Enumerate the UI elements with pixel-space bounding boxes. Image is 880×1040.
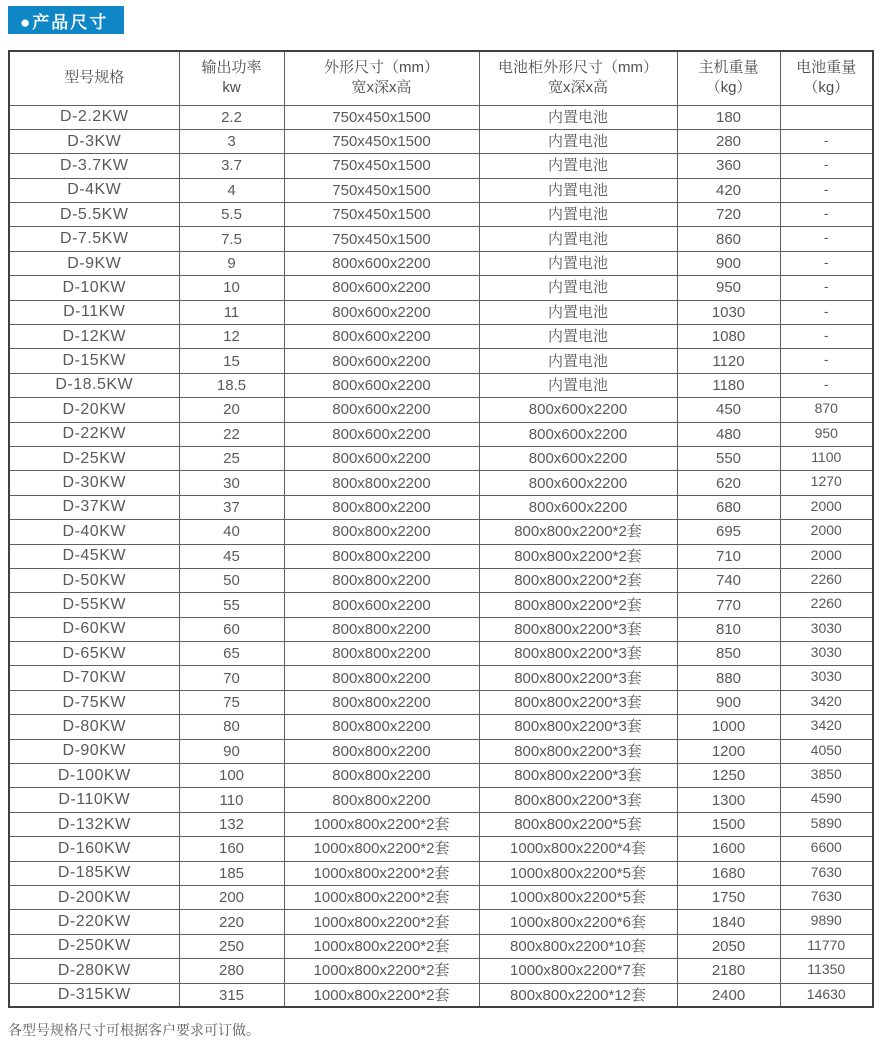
table-row [9, 520, 873, 544]
battery-weight-cell: 2260 [780, 568, 873, 592]
header-model [9, 51, 179, 105]
output-power-cell: 80 [179, 715, 284, 739]
battery-cabinet-dimensions-cell: 800x800x2200*5套 [479, 812, 677, 836]
output-power-cell: 40 [179, 520, 284, 544]
battery-cabinet-dimensions-cell: 800x800x2200*3套 [479, 642, 677, 666]
unit-dimensions-cell: 800x600x2200 [284, 300, 479, 324]
model-cell: D-200KW [9, 886, 179, 910]
battery-cabinet-dimensions-cell: 800x600x2200 [479, 446, 677, 470]
model-cell: D-4KW [9, 178, 179, 202]
battery-cabinet-dimensions-cell: 800x800x2200*3套 [479, 690, 677, 714]
battery-cabinet-dimensions-cell: 800x600x2200 [479, 398, 677, 422]
output-power-cell: 4 [179, 178, 284, 202]
model-cell: D-315KW [9, 983, 179, 1007]
unit-weight-cell: 1300 [677, 788, 780, 812]
header-output-power-unit: kw [222, 79, 241, 97]
model-cell: D-70KW [9, 666, 179, 690]
unit-weight-cell: 880 [677, 666, 780, 690]
output-power-cell: 75 [179, 690, 284, 714]
unit-weight-cell: 1180 [677, 373, 780, 397]
battery-weight-cell: 6600 [780, 837, 873, 861]
table-row [9, 788, 873, 812]
battery-weight-cell: - [780, 276, 873, 300]
unit-dimensions-cell: 800x600x2200 [284, 373, 479, 397]
unit-weight-cell: 620 [677, 471, 780, 495]
model-cell: D-12KW [9, 325, 179, 349]
header-battery-cabinet-sub: 宽x深x高 [547, 79, 608, 97]
unit-weight-cell: 720 [677, 203, 780, 227]
battery-cabinet-dimensions-cell: 800x800x2200*2套 [479, 520, 677, 544]
table-row [9, 495, 873, 519]
battery-cabinet-dimensions-cell: 800x800x2200*10套 [479, 934, 677, 958]
model-cell: D-220KW [9, 910, 179, 934]
table-row [9, 861, 873, 885]
table-row [9, 642, 873, 666]
battery-weight-cell: 2000 [780, 495, 873, 519]
output-power-cell: 12 [179, 325, 284, 349]
unit-weight-cell: 900 [677, 690, 780, 714]
unit-weight-cell: 1680 [677, 861, 780, 885]
unit-weight-cell: 1750 [677, 886, 780, 910]
battery-cabinet-dimensions-cell: 800x800x2200*3套 [479, 788, 677, 812]
table-row [9, 422, 873, 446]
table-row [9, 227, 873, 251]
unit-dimensions-cell: 1000x800x2200*2套 [284, 983, 479, 1007]
unit-weight-cell: 420 [677, 178, 780, 202]
battery-cabinet-dimensions-cell: 内置电池 [479, 203, 677, 227]
output-power-cell: 65 [179, 642, 284, 666]
unit-weight-cell: 1000 [677, 715, 780, 739]
model-cell: D-90KW [9, 739, 179, 763]
unit-dimensions-cell: 800x800x2200 [284, 544, 479, 568]
unit-dimensions-cell: 750x450x1500 [284, 203, 479, 227]
output-power-cell: 70 [179, 666, 284, 690]
header-battery-weight-label: 电池重量 [796, 59, 857, 76]
table-row [9, 154, 873, 178]
battery-weight-cell: 4050 [780, 739, 873, 763]
battery-cabinet-dimensions-cell: 800x800x2200*2套 [479, 593, 677, 617]
output-power-cell: 25 [179, 446, 284, 470]
output-power-cell: 7.5 [179, 227, 284, 251]
unit-dimensions-cell: 800x600x2200 [284, 422, 479, 446]
battery-cabinet-dimensions-cell: 内置电池 [479, 276, 677, 300]
model-cell: D-55KW [9, 593, 179, 617]
unit-dimensions-cell: 1000x800x2200*2套 [284, 959, 479, 983]
battery-weight-cell: 9890 [780, 910, 873, 934]
unit-dimensions-cell: 800x800x2200 [284, 520, 479, 544]
battery-weight-cell: 4590 [780, 788, 873, 812]
battery-weight-cell: 950 [780, 422, 873, 446]
output-power-cell: 250 [179, 934, 284, 958]
header-unit-weight-label: 主机重量 [698, 59, 759, 76]
output-power-cell: 20 [179, 398, 284, 422]
output-power-cell: 37 [179, 495, 284, 519]
table-row [9, 568, 873, 592]
unit-weight-cell: 1030 [677, 300, 780, 324]
unit-weight-cell: 1600 [677, 837, 780, 861]
header-row [9, 51, 873, 105]
table-row [9, 349, 873, 373]
output-power-cell: 18.5 [179, 373, 284, 397]
table-row [9, 812, 873, 836]
battery-weight-cell: 3850 [780, 764, 873, 788]
battery-cabinet-dimensions-cell: 800x800x2200*3套 [479, 739, 677, 763]
model-cell: D-18.5KW [9, 373, 179, 397]
battery-weight-cell: 7630 [780, 886, 873, 910]
output-power-cell: 15 [179, 349, 284, 373]
battery-weight-cell: - [780, 349, 873, 373]
unit-dimensions-cell: 800x600x2200 [284, 325, 479, 349]
table-row [9, 105, 873, 129]
model-cell: D-9KW [9, 251, 179, 275]
unit-dimensions-cell: 1000x800x2200*2套 [284, 910, 479, 934]
output-power-cell: 50 [179, 568, 284, 592]
unit-dimensions-cell: 800x800x2200 [284, 764, 479, 788]
unit-weight-cell: 695 [677, 520, 780, 544]
battery-cabinet-dimensions-cell: 800x600x2200 [479, 422, 677, 446]
header-output-power-label: 输出功率 [201, 59, 262, 76]
table-row [9, 617, 873, 641]
battery-weight-cell: - [780, 203, 873, 227]
table-row [9, 959, 873, 983]
unit-weight-cell: 1200 [677, 739, 780, 763]
unit-dimensions-cell: 800x600x2200 [284, 251, 479, 275]
unit-dimensions-cell: 800x800x2200 [284, 739, 479, 763]
model-cell: D-65KW [9, 642, 179, 666]
unit-weight-cell: 550 [677, 446, 780, 470]
unit-dimensions-cell: 800x600x2200 [284, 398, 479, 422]
unit-dimensions-cell: 750x450x1500 [284, 154, 479, 178]
battery-weight-cell: 870 [780, 398, 873, 422]
model-cell: D-110KW [9, 788, 179, 812]
output-power-cell: 22 [179, 422, 284, 446]
battery-weight-cell: 5890 [780, 812, 873, 836]
output-power-cell: 100 [179, 764, 284, 788]
model-cell: D-75KW [9, 690, 179, 714]
unit-dimensions-cell: 800x800x2200 [284, 690, 479, 714]
unit-weight-cell: 1120 [677, 349, 780, 373]
battery-weight-cell: 2000 [780, 544, 873, 568]
model-cell: D-22KW [9, 422, 179, 446]
table-row [9, 934, 873, 958]
table-row [9, 837, 873, 861]
unit-dimensions-cell: 800x600x2200 [284, 276, 479, 300]
model-cell: D-11KW [9, 300, 179, 324]
header-unit-dimensions-label: 外形尺寸（mm） [324, 59, 439, 76]
unit-dimensions-cell: 1000x800x2200*2套 [284, 837, 479, 861]
battery-weight-cell: 3030 [780, 666, 873, 690]
battery-weight-cell: - [780, 251, 873, 275]
table-row [9, 178, 873, 202]
unit-weight-cell: 450 [677, 398, 780, 422]
unit-weight-cell: 1840 [677, 910, 780, 934]
battery-weight-cell: 3420 [780, 690, 873, 714]
output-power-cell: 30 [179, 471, 284, 495]
output-power-cell: 3 [179, 129, 284, 153]
unit-weight-cell: 1250 [677, 764, 780, 788]
output-power-cell: 90 [179, 739, 284, 763]
header-model-label: 型号规格 [64, 69, 125, 87]
battery-weight-cell: 7630 [780, 861, 873, 885]
header-unit-dimensions-sub: 宽x深x高 [351, 79, 412, 97]
battery-cabinet-dimensions-cell: 800x800x2200*3套 [479, 617, 677, 641]
battery-weight-cell: - [780, 154, 873, 178]
table-row [9, 325, 873, 349]
unit-dimensions-cell: 800x800x2200 [284, 642, 479, 666]
battery-weight-cell: 11770 [780, 934, 873, 958]
unit-dimensions-cell: 800x800x2200 [284, 471, 479, 495]
battery-cabinet-dimensions-cell: 1000x800x2200*5套 [479, 886, 677, 910]
unit-dimensions-cell: 1000x800x2200*2套 [284, 886, 479, 910]
output-power-cell: 220 [179, 910, 284, 934]
unit-weight-cell: 710 [677, 544, 780, 568]
battery-weight-cell: - [780, 129, 873, 153]
battery-cabinet-dimensions-cell: 内置电池 [479, 154, 677, 178]
footnote: 各型号规格尺寸可根据客户要求可订做。 [8, 1022, 260, 1038]
battery-weight-cell: 2000 [780, 520, 873, 544]
output-power-cell: 11 [179, 300, 284, 324]
battery-weight-cell: - [780, 373, 873, 397]
battery-cabinet-dimensions-cell: 内置电池 [479, 300, 677, 324]
output-power-cell: 185 [179, 861, 284, 885]
model-cell: D-5.5KW [9, 203, 179, 227]
unit-weight-cell: 680 [677, 495, 780, 519]
unit-dimensions-cell: 800x800x2200 [284, 788, 479, 812]
model-cell: D-40KW [9, 520, 179, 544]
battery-weight-cell: - [780, 227, 873, 251]
model-cell: D-60KW [9, 617, 179, 641]
unit-dimensions-cell: 750x450x1500 [284, 227, 479, 251]
header-unit-dimensions [284, 51, 479, 105]
unit-weight-cell: 950 [677, 276, 780, 300]
unit-weight-cell: 1080 [677, 325, 780, 349]
battery-weight-cell [780, 105, 873, 129]
battery-weight-cell: 1270 [780, 471, 873, 495]
table-row [9, 373, 873, 397]
unit-weight-cell: 900 [677, 251, 780, 275]
output-power-cell: 60 [179, 617, 284, 641]
battery-weight-cell: - [780, 325, 873, 349]
model-cell: D-80KW [9, 715, 179, 739]
table-row [9, 251, 873, 275]
output-power-cell: 110 [179, 788, 284, 812]
battery-weight-cell: 14630 [780, 983, 873, 1007]
battery-cabinet-dimensions-cell: 1000x800x2200*7套 [479, 959, 677, 983]
output-power-cell: 315 [179, 983, 284, 1007]
output-power-cell: 280 [179, 959, 284, 983]
table-row [9, 886, 873, 910]
battery-cabinet-dimensions-cell: 内置电池 [479, 325, 677, 349]
table-row [9, 715, 873, 739]
battery-weight-cell: 11350 [780, 959, 873, 983]
output-power-cell: 5.5 [179, 203, 284, 227]
battery-weight-cell: - [780, 300, 873, 324]
model-cell: D-3KW [9, 129, 179, 153]
table-row [9, 764, 873, 788]
battery-cabinet-dimensions-cell: 内置电池 [479, 373, 677, 397]
model-cell: D-132KW [9, 812, 179, 836]
battery-cabinet-dimensions-cell: 800x600x2200 [479, 495, 677, 519]
model-cell: D-10KW [9, 276, 179, 300]
table-row [9, 300, 873, 324]
header-output-power [179, 51, 284, 105]
unit-dimensions-cell: 800x600x2200 [284, 349, 479, 373]
output-power-cell: 2.2 [179, 105, 284, 129]
unit-weight-cell: 180 [677, 105, 780, 129]
model-cell: D-2.2KW [9, 105, 179, 129]
model-cell: D-37KW [9, 495, 179, 519]
model-cell: D-280KW [9, 959, 179, 983]
unit-dimensions-cell: 800x800x2200 [284, 666, 479, 690]
unit-weight-cell: 480 [677, 422, 780, 446]
unit-dimensions-cell: 800x600x2200 [284, 593, 479, 617]
battery-cabinet-dimensions-cell: 内置电池 [479, 105, 677, 129]
battery-cabinet-dimensions-cell: 内置电池 [479, 251, 677, 275]
table-row [9, 983, 873, 1007]
battery-cabinet-dimensions-cell: 1000x800x2200*6套 [479, 910, 677, 934]
unit-weight-cell: 740 [677, 568, 780, 592]
battery-weight-cell: 2260 [780, 593, 873, 617]
battery-weight-cell: 3420 [780, 715, 873, 739]
model-cell: D-250KW [9, 934, 179, 958]
unit-dimensions-cell: 800x800x2200 [284, 715, 479, 739]
battery-cabinet-dimensions-cell: 内置电池 [479, 349, 677, 373]
battery-weight-cell: 1100 [780, 446, 873, 470]
battery-weight-cell: 3030 [780, 617, 873, 641]
unit-weight-cell: 2400 [677, 983, 780, 1007]
table-row [9, 276, 873, 300]
header-battery-weight-unit: （kg） [803, 79, 850, 97]
output-power-cell: 55 [179, 593, 284, 617]
output-power-cell: 3.7 [179, 154, 284, 178]
model-cell: D-185KW [9, 861, 179, 885]
header-unit-weight [677, 51, 780, 105]
table-row [9, 910, 873, 934]
table-row [9, 203, 873, 227]
model-cell: D-15KW [9, 349, 179, 373]
model-cell: D-50KW [9, 568, 179, 592]
unit-dimensions-cell: 1000x800x2200*2套 [284, 861, 479, 885]
battery-cabinet-dimensions-cell: 800x800x2200*12套 [479, 983, 677, 1007]
battery-cabinet-dimensions-cell: 1000x800x2200*4套 [479, 837, 677, 861]
table-row [9, 398, 873, 422]
table-row [9, 666, 873, 690]
output-power-cell: 10 [179, 276, 284, 300]
model-cell: D-100KW [9, 764, 179, 788]
battery-cabinet-dimensions-cell: 1000x800x2200*5套 [479, 861, 677, 885]
table-row [9, 739, 873, 763]
section-title: ●产品尺寸 [20, 12, 109, 32]
battery-cabinet-dimensions-cell: 800x800x2200*3套 [479, 764, 677, 788]
model-cell: D-20KW [9, 398, 179, 422]
unit-dimensions-cell: 750x450x1500 [284, 129, 479, 153]
model-cell: D-45KW [9, 544, 179, 568]
unit-weight-cell: 850 [677, 642, 780, 666]
output-power-cell: 132 [179, 812, 284, 836]
product-dimensions-table [8, 50, 874, 1008]
header-battery-cabinet-dimensions [479, 51, 677, 105]
output-power-cell: 160 [179, 837, 284, 861]
battery-weight-cell: 3030 [780, 642, 873, 666]
model-cell: D-160KW [9, 837, 179, 861]
unit-dimensions-cell: 750x450x1500 [284, 178, 479, 202]
table-row [9, 129, 873, 153]
unit-weight-cell: 280 [677, 129, 780, 153]
battery-cabinet-dimensions-cell: 800x600x2200 [479, 471, 677, 495]
unit-weight-cell: 1500 [677, 812, 780, 836]
unit-weight-cell: 770 [677, 593, 780, 617]
unit-dimensions-cell: 800x800x2200 [284, 617, 479, 641]
header-battery-weight [780, 51, 873, 105]
battery-cabinet-dimensions-cell: 内置电池 [479, 129, 677, 153]
output-power-cell: 200 [179, 886, 284, 910]
battery-cabinet-dimensions-cell: 800x800x2200*2套 [479, 544, 677, 568]
header-battery-cabinet-label: 电池柜外形尺寸（mm） [498, 59, 658, 76]
unit-dimensions-cell: 1000x800x2200*2套 [284, 934, 479, 958]
header-unit-weight-unit: （kg） [705, 79, 752, 97]
table-row [9, 593, 873, 617]
model-cell: D-7.5KW [9, 227, 179, 251]
model-cell: D-25KW [9, 446, 179, 470]
battery-cabinet-dimensions-cell: 内置电池 [479, 178, 677, 202]
output-power-cell: 45 [179, 544, 284, 568]
unit-dimensions-cell: 800x800x2200 [284, 495, 479, 519]
unit-dimensions-cell: 1000x800x2200*2套 [284, 812, 479, 836]
table-row [9, 446, 873, 470]
model-cell: D-3.7KW [9, 154, 179, 178]
unit-weight-cell: 360 [677, 154, 780, 178]
unit-dimensions-cell: 800x800x2200 [284, 568, 479, 592]
battery-cabinet-dimensions-cell: 800x800x2200*2套 [479, 568, 677, 592]
table-row [9, 471, 873, 495]
unit-dimensions-cell: 750x450x1500 [284, 105, 479, 129]
battery-cabinet-dimensions-cell: 800x800x2200*3套 [479, 666, 677, 690]
output-power-cell: 9 [179, 251, 284, 275]
unit-weight-cell: 2050 [677, 934, 780, 958]
unit-weight-cell: 860 [677, 227, 780, 251]
battery-cabinet-dimensions-cell: 800x800x2200*3套 [479, 715, 677, 739]
unit-weight-cell: 810 [677, 617, 780, 641]
table-row [9, 544, 873, 568]
battery-weight-cell: - [780, 178, 873, 202]
section-title-banner [8, 6, 124, 34]
battery-cabinet-dimensions-cell: 内置电池 [479, 227, 677, 251]
model-cell: D-30KW [9, 471, 179, 495]
unit-dimensions-cell: 800x600x2200 [284, 446, 479, 470]
table-row [9, 690, 873, 714]
unit-weight-cell: 2180 [677, 959, 780, 983]
